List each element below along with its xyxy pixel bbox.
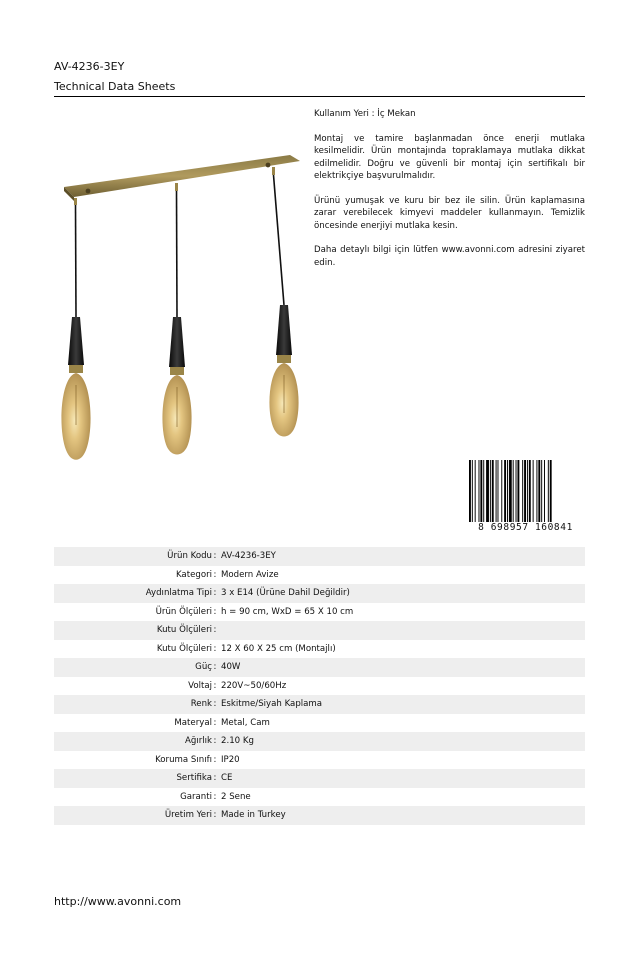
spec-value: Eskitme/Siyah Kaplama <box>221 699 323 710</box>
spec-row <box>54 658 585 677</box>
spec-separator: : <box>213 717 217 728</box>
spec-label: Garanti <box>180 791 212 802</box>
spec-row <box>54 640 585 659</box>
spec-value: AV-4236-3EY <box>221 551 276 562</box>
spec-label: Renk <box>190 699 212 710</box>
spec-separator: : <box>213 699 217 710</box>
spec-label: Voltaj <box>188 680 212 691</box>
spec-table <box>54 547 585 825</box>
spec-separator: : <box>213 680 217 691</box>
spec-label: Kutu Ölçüleri <box>156 625 212 636</box>
product-code-title: AV-4236-3EY <box>54 60 125 73</box>
usage-location: Kullanım Yeri : İç Mekan <box>314 109 416 119</box>
spec-value: 12 X 60 X 25 cm (Montajlı) <box>221 643 336 654</box>
spec-label: Güç <box>195 662 212 673</box>
spec-label: Ağırlık <box>184 736 212 747</box>
spec-separator: : <box>213 588 217 599</box>
spec-row <box>54 714 585 733</box>
spec-separator: : <box>213 551 217 562</box>
spec-value: Metal, Cam <box>221 717 270 728</box>
spec-separator: : <box>213 606 217 617</box>
spec-label: Ürün Kodu <box>167 551 212 562</box>
spec-label: Üretim Yeri <box>164 810 212 821</box>
cleaning-instructions: Ürünü yumuşak ve kuru bir bez ile silin. Ürün kaplamasına zarar verebilecek kimyevi maddeler kullanmayın. Temizlik öncesinde enerjiyi mutlaka kesin. <box>314 195 585 231</box>
spec-separator: : <box>213 643 217 654</box>
spec-row <box>54 788 585 807</box>
website-info: Daha detaylı bilgi için lütfen www.avonni.com adresini ziyaret edin. <box>314 245 585 268</box>
spec-label: Aydınlatma Tipi <box>145 588 212 599</box>
spec-row <box>54 677 585 696</box>
barcode <box>468 460 583 535</box>
document-subtitle: Technical Data Sheets <box>54 80 176 93</box>
spec-row <box>54 732 585 751</box>
spec-separator: : <box>213 791 217 802</box>
spec-value: 220V~50/60Hz <box>221 680 287 691</box>
installation-warning: Montaj ve tamire başlanmadan önce enerji mutlaka kesilmelidir. Ürün montajında topraklamaya mutlaka dikkat edilmelidir. Doğru ve güvenli bir montaj için sertifikalı bir elektrikçiye başvurulmalıdır. <box>314 133 585 181</box>
spec-value: IP20 <box>221 754 240 765</box>
spec-separator: : <box>213 569 217 580</box>
spec-separator: : <box>213 754 217 765</box>
spec-row <box>54 547 585 566</box>
spec-row <box>54 695 585 714</box>
spec-separator: : <box>213 736 217 747</box>
spec-value: 40W <box>221 662 241 673</box>
spec-value: 2 Sene <box>221 791 251 802</box>
spec-label: Materyal <box>174 717 212 728</box>
spec-label: Sertifika <box>176 773 212 784</box>
spec-row <box>54 584 585 603</box>
spec-separator: : <box>213 625 217 636</box>
spec-separator: : <box>213 773 217 784</box>
spec-value: 2.10 Kg <box>221 736 254 747</box>
spec-row <box>54 603 585 622</box>
header-divider <box>54 96 585 97</box>
spec-label: Kategori <box>175 569 212 580</box>
spec-value: Modern Avize <box>221 569 279 580</box>
spec-row <box>54 751 585 770</box>
spec-label: Koruma Sınıfı <box>155 754 212 765</box>
product-image <box>54 145 314 475</box>
spec-value: CE <box>221 773 233 784</box>
barcode-digits: 8 698957 160841 <box>468 522 583 534</box>
spec-value: h = 90 cm, WxD = 65 X 10 cm <box>221 606 354 617</box>
spec-value: Made in Turkey <box>221 810 286 821</box>
spec-separator: : <box>213 662 217 673</box>
spec-label: Kutu Ölçüleri <box>156 643 212 654</box>
spec-separator: : <box>213 810 217 821</box>
spec-row <box>54 769 585 788</box>
spec-value: 3 x E14 (Ürüne Dahil Değildir) <box>221 588 350 599</box>
product-description <box>314 108 585 281</box>
spec-row <box>54 621 585 640</box>
spec-label: Ürün Ölçüleri <box>155 606 212 617</box>
footer-url: http://www.avonni.com <box>54 895 182 908</box>
spec-row <box>54 806 585 825</box>
spec-row <box>54 566 585 585</box>
